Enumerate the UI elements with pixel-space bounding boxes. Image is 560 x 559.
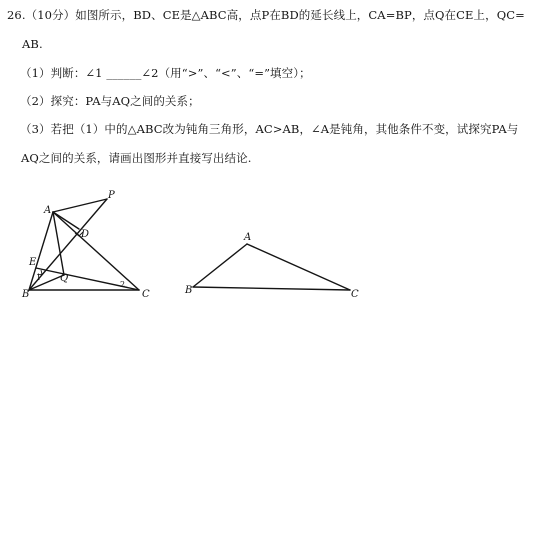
figure-1 <box>0 180 180 310</box>
question-3-line-1: （3）若把（1）中的△ABC改为钝角三角形，AC>AB，∠A是钝角，其他条件不变，试探究PA与 <box>20 122 519 136</box>
label-p: P <box>108 190 115 201</box>
label-c-2: C <box>351 289 359 300</box>
problem-line-2: AB. <box>22 37 43 51</box>
label-b-2: B <box>185 285 193 296</box>
label-a-2: A <box>244 232 252 243</box>
figure-2 <box>180 225 370 305</box>
label-d: D <box>81 229 90 240</box>
segment-bq <box>29 275 64 290</box>
label-c: C <box>142 289 150 300</box>
segment-ad <box>53 212 79 229</box>
question-3-line-2: AQ之间的关系，请画出图形并直接写出结论. <box>21 151 252 165</box>
segment-aq <box>53 212 64 275</box>
question-2: （2）探究：PA与AQ之间的关系； <box>20 94 200 108</box>
label-angle-1: 1 <box>36 273 42 282</box>
problem-line-1: 26.（10分）如图所示，BD、CE是△ABC高，点P在BD的延长线上，CA=BP，点Q在CE上，QC= <box>7 8 525 22</box>
segment-bc-2 <box>193 287 350 290</box>
label-q: Q <box>60 273 69 284</box>
label-angle-2: 2 <box>120 280 126 289</box>
question-1: （1）判断：∠1 ______∠2（用“>”、“<”、“=”填空）； <box>20 66 311 80</box>
segment-ac-2 <box>247 244 350 290</box>
segment-ap <box>53 199 107 212</box>
label-e: E <box>29 257 37 268</box>
label-b: B <box>22 289 30 300</box>
label-a: A <box>44 205 52 216</box>
segment-ab-2 <box>193 244 247 287</box>
